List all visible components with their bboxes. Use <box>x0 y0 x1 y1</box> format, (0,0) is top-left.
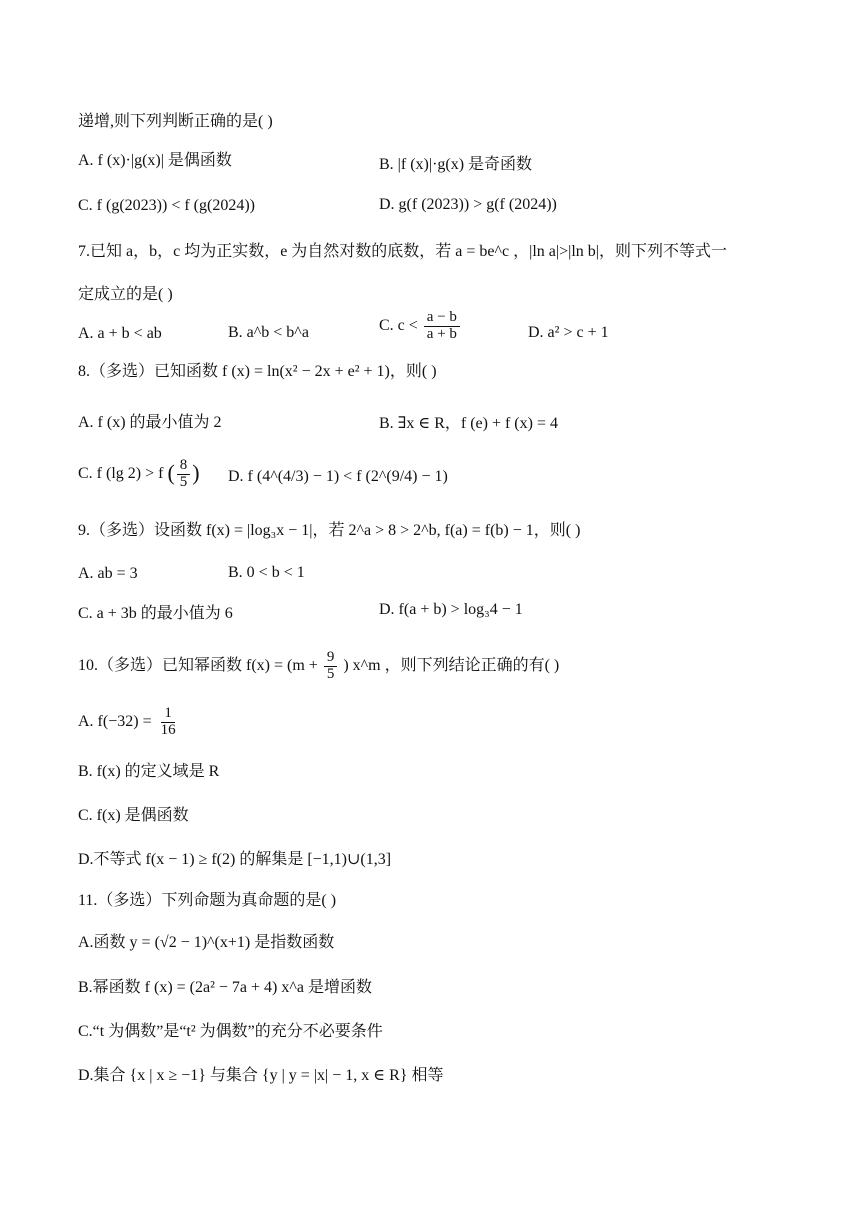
q10-option-a-fraction <box>158 706 179 739</box>
q7-option-c-prefix: C. c < <box>379 316 418 334</box>
q6-option-b: B. |f (x)|·g(x) 是奇函数 <box>379 156 533 173</box>
q10-option-b: B. f(x) 的定义域是 R <box>78 763 220 780</box>
q8-stem: 8.（多选）已知函数 f (x) = ln(x² − 2x + e² + 1)，则( ) <box>78 363 437 380</box>
q10-option-a-denominator: 16 <box>160 721 176 738</box>
q10-stem-prefix: 10.（多选）已知幂函数 f(x) = (m + <box>78 656 318 674</box>
q8-option-d: D. f (4^(4/3) − 1) < f (2^(9/4) − 1) <box>228 468 448 485</box>
q10-stem-denominator: 5 <box>326 665 335 682</box>
q8-option-b: B. ∃x ∈ R，f (e) + f (x) = 4 <box>379 415 558 432</box>
q10-option-a <box>78 706 181 739</box>
q8-option-c-denominator: 5 <box>179 473 188 490</box>
q7-option-a: A. a + b < ab <box>78 325 162 342</box>
q10-stem <box>78 650 559 683</box>
q6-stem-tail: 递增,则下列判断正确的是( ) <box>78 113 273 130</box>
q7-option-d: D. a² > c + 1 <box>528 324 609 341</box>
q11-stem: 11.（多选）下列命题为真命题的是( ) <box>78 892 337 909</box>
q10-option-a-numerator: 1 <box>161 706 175 723</box>
q7-option-c-denominator: a + b <box>426 325 457 342</box>
q10-option-c: C. f(x) 是偶函数 <box>78 807 189 824</box>
q11-option-d: D.集合 {x | x ≥ −1} 与集合 {y | y = |x| − 1, x ∈ R} 相等 <box>78 1067 444 1084</box>
q7-option-c <box>379 310 462 343</box>
q8-option-a: A. f (x) 的最小值为 2 <box>78 414 222 431</box>
q8-option-c-prefix: C. f (lg 2) > f <box>78 464 164 482</box>
q9-option-d: D. f(a + b) > log₃4 − 1 <box>379 601 523 618</box>
q10-option-a-prefix: A. f(−32) = <box>78 712 152 730</box>
q8-option-c-fraction <box>177 458 191 491</box>
q9-option-a: A. ab = 3 <box>78 565 138 582</box>
q11-option-a: A.函数 y = (√2 − 1)^(x+1) 是指数函数 <box>78 934 335 951</box>
q7-stem-line1: 7.已知 a，b，c 均为正实数，e 为自然对数的底数，若 a = be^c ，|ln a|>|ln b|，则下列不等式一 <box>78 243 727 260</box>
q8-option-c: C. f (lg 2) > f ( $\frac{8}{5}$ ) <box>78 457 200 490</box>
q8-option-c-numerator: 8 <box>177 458 191 475</box>
q7-stem-line2: 定成立的是( ) <box>78 286 173 303</box>
q9-option-b: B. 0 < b < 1 <box>228 564 305 581</box>
q10-stem-suffix: ) x^m ，则下列结论正确的有( ) <box>343 656 560 674</box>
q7-option-c-numerator: a − b <box>424 310 460 327</box>
q11-option-c: C.“t 为偶数”是“t² 为偶数”的充分不必要条件 <box>78 1023 383 1040</box>
q11-option-b: B.幂函数 f (x) = (2a² − 7a + 4) x^a 是增函数 <box>78 979 372 996</box>
q6-option-d: D. g(f (2023)) > g(f (2024)) <box>379 196 557 213</box>
q9-option-c: C. a + 3b 的最小值为 6 <box>78 605 233 622</box>
q9-stem: 9.（多选）设函数 f(x) = |log₃x − 1|，若 2^a > 8 > 2^b, f(a) = f(b) − 1，则( ) <box>78 522 581 539</box>
q10-option-d: D.不等式 f(x − 1) ≥ f(2) 的解集是 [−1,1)∪(1,3] <box>78 851 392 868</box>
q6-option-a: A. f (x)·|g(x)| 是偶函数 <box>78 152 232 169</box>
q10-stem-numerator: 9 <box>324 650 338 667</box>
q7-option-b: B. a^b < b^a <box>228 324 309 341</box>
q7-option-c-fraction <box>424 310 460 343</box>
q6-option-c: C. f (g(2023)) < f (g(2024)) <box>78 197 255 214</box>
q10-stem-fraction <box>324 650 338 683</box>
